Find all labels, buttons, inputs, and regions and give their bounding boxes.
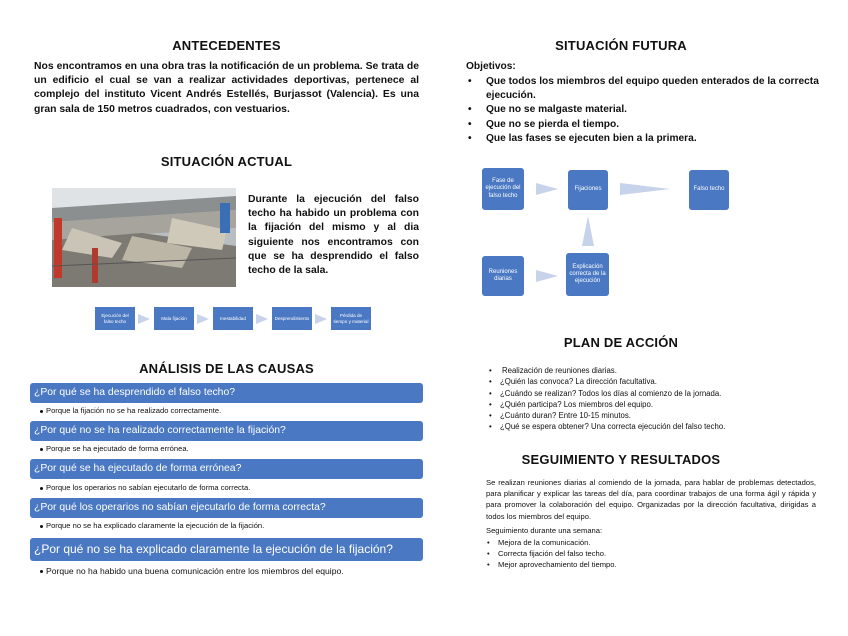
list-item: • Que todos los miembros del equipo queden enterados de la correcta ejecución. <box>466 75 826 103</box>
list-item: • Mejora de la comunicación. <box>486 537 786 548</box>
flow-ejecucion: Ejecución del falso techo <box>95 307 135 330</box>
seguimiento-list <box>486 537 786 570</box>
situacion-actual-text: Durante la ejecución del falso techo ha habido un problema con la fijación del mismo y al dia siguiente nos encontramos con que se ha desprendido el falso techo de la sala. <box>248 194 419 277</box>
why-answer-3 <box>40 483 250 492</box>
bullet-icon <box>40 448 43 451</box>
seguimiento-title: SEGUIMIENTO Y RESULTADOS <box>521 452 721 467</box>
flow-desprendimiento: Desprendimiento <box>272 307 312 330</box>
why-answer-text: Porque no se ha explicado claramente la ejecución de la fijación. <box>46 521 265 530</box>
flow-mala-fijacion: Mala fijación <box>154 307 194 330</box>
flow-arrow <box>138 314 150 324</box>
diagram-arrow <box>620 183 670 195</box>
objetivos-list <box>466 75 826 146</box>
list-item: • Que no se pierda el tiempo. <box>466 118 826 132</box>
antecedentes-title: ANTECEDENTES <box>172 38 281 53</box>
flow-arrow <box>256 314 268 324</box>
list-item: • Realización de reuniones diarias. <box>486 365 816 376</box>
list-item: • ¿Qué se espera obtener? Una correcta ejecución del falso techo. <box>486 421 816 432</box>
bullet-icon <box>40 570 43 573</box>
flow-inestabilidad: Inestabilidad <box>213 307 253 330</box>
bullet-icon <box>40 487 43 490</box>
objetivos-label: Objetivos: <box>466 61 516 72</box>
flow-arrow <box>197 314 209 324</box>
plan-title: PLAN DE ACCIÓN <box>563 335 679 350</box>
list-item: • ¿Cuándo se realizan? Todos los días al comienzo de la jornada. <box>486 388 816 399</box>
diagram-arrow <box>536 183 558 195</box>
why-question-2: ¿Por qué no se ha realizado correctamente la fijación? <box>30 421 423 441</box>
list-item: • Mejor aprovechamiento del tiempo. <box>486 559 786 570</box>
diagram-arrow <box>536 270 558 282</box>
ceiling-photo <box>52 188 236 287</box>
why-question-4: ¿Por qué los operarios no sabían ejecutarlo de forma correcta? <box>30 498 423 518</box>
why-question-1: ¿Por qué se ha desprendido el falso techo? <box>30 383 423 403</box>
bullet-icon <box>40 410 43 413</box>
why-answer-text: Porque se ha ejecutado de forma errónea. <box>46 444 189 453</box>
bullet-icon <box>40 525 43 528</box>
flow-arrow <box>315 314 327 324</box>
why-answer-4 <box>40 521 264 530</box>
antecedentes-text: Nos encontramos en una obra tras la notificación de un problema. Se trata de un edificio el cual se van a realizar actividades deportivas, pertenece al complejo del instituto Vicent Andrés Estellés, Burjassot (Valencia). Es una gran sala de 150 metros cuadrados, con vestuarios. <box>34 61 419 115</box>
diagram-fase: Fase de ejecución del falso techo <box>482 168 524 210</box>
list-item: • ¿Cuánto duran? Entre 10-15 minutos. <box>486 410 816 421</box>
list-item: • Que las fases se ejecuten bien a la primera. <box>466 132 826 146</box>
analisis-title: ANÁLISIS DE LAS CAUSAS <box>139 361 314 376</box>
list-item: • Correcta fijación del falso techo. <box>486 548 786 559</box>
why-answer-text: Porque los operarios no sabían ejecutarlo de forma correcta. <box>46 483 251 492</box>
situacion-actual-title: SITUACIÓN ACTUAL <box>160 154 293 169</box>
why-question-5: ¿Por qué no se ha explicado claramente la ejecución de la fijación? <box>30 538 423 561</box>
list-item: • ¿Quién las convoca? La dirección facultativa. <box>486 376 816 387</box>
why-question-3: ¿Por qué se ha ejecutado de forma errónea? <box>30 459 423 479</box>
why-answer-text: Porque la fijación no se ha realizado correctamente. <box>46 406 222 415</box>
plan-list <box>486 365 816 433</box>
seguimiento-text: Se realizan reuniones diarias al comiendo de la jornada, para hablar de problemas detectados, para planificar y explicar las tareas del día, para coordinar trabajos de una forma ágil y rápida y para promover la colaboración del equipo. Organizadas por la dirección facultativa, dirigidas a todos los miembros del equipo. <box>486 478 816 521</box>
why-answer-1 <box>40 406 221 415</box>
diagram-fijaciones: Fijaciones <box>568 170 608 210</box>
list-item: • Que no se malgaste material. <box>466 103 826 117</box>
situacion-futura-title: SITUACIÓN FUTURA <box>555 38 687 53</box>
why-answer-2 <box>40 444 189 453</box>
diagram-falso-techo: Falso techo <box>689 170 729 210</box>
flow-perdida: Pérdida de tiempo y material <box>331 307 371 330</box>
seguimiento-subtitle: Seguimiento durante una semana: <box>486 526 603 535</box>
diagram-reuniones: Reuniones diarias <box>482 256 524 296</box>
why-answer-5 <box>40 566 344 576</box>
list-item: • ¿Quién participa? Los miembros del equipo. <box>486 399 816 410</box>
diagram-explicacion: Explicación correcta de la ejecución <box>566 253 609 296</box>
diagram-arrow-up <box>582 216 594 246</box>
why-answer-text: Porque no ha habido una buena comunicación entre los miembros del equipo. <box>46 566 344 576</box>
